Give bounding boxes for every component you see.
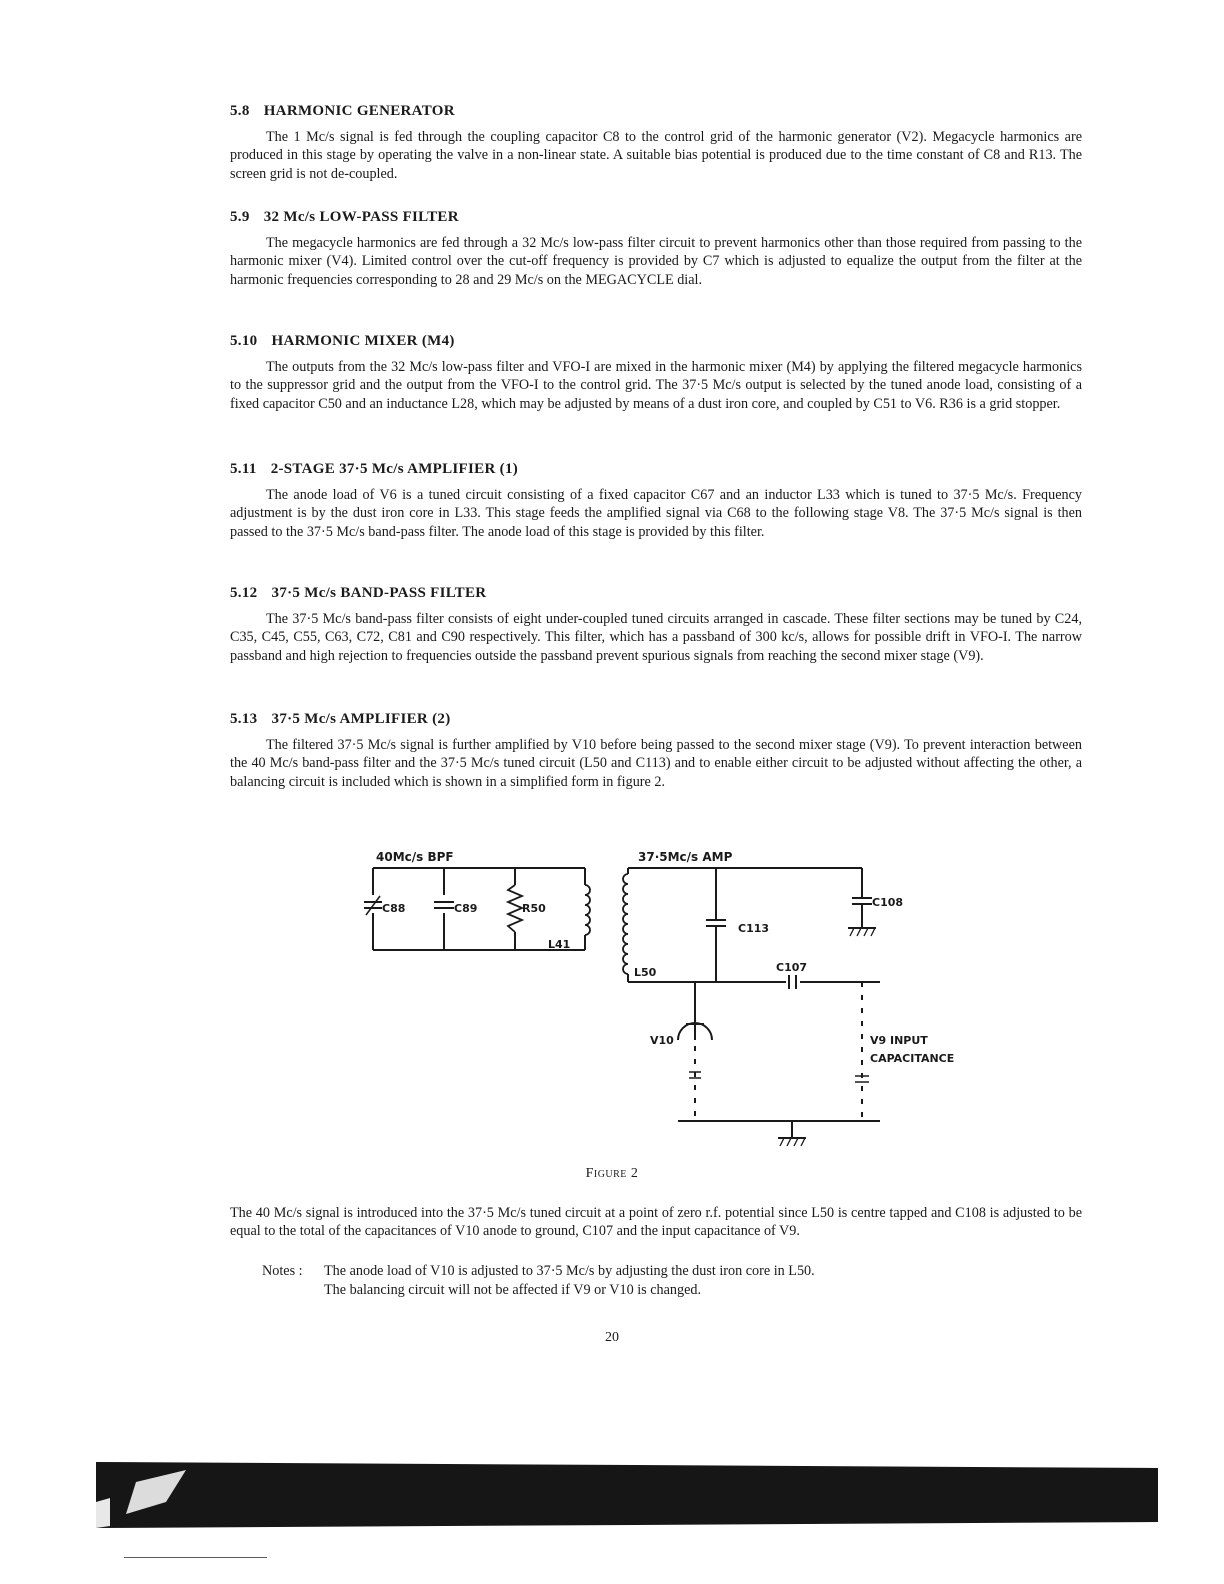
section-title: HARMONIC MIXER (M4) — [271, 333, 455, 349]
v10-valve — [650, 982, 712, 1120]
section-heading — [230, 711, 1082, 728]
section-band-pass-filter — [230, 585, 1082, 665]
section-number: 5.10 — [230, 333, 258, 349]
l50-inductor — [623, 868, 657, 982]
section-heading — [230, 585, 1082, 602]
section-harmonic-mixer — [230, 333, 1082, 413]
section-low-pass-filter — [230, 209, 1082, 289]
section-paragraph: The filtered 37·5 Mc/s signal is further amplified by V10 before being passed to the second mixer stage (V9). To prevent interaction between the 40 Mc/s band-pass filter and the 37·5 Mc/s tuned circuit (L50 and C113) and to enable either circuit to be adjusted without affecting the other, a balancing circuit is included which is shown in a simplified form in figure 2. — [230, 737, 1082, 790]
section-heading — [230, 461, 1082, 478]
label-c113: C113 — [738, 922, 770, 935]
section-number: 5.8 — [230, 103, 250, 119]
section-title: 37·5 Mc/s AMPLIFIER (2) — [271, 711, 451, 727]
section-amplifier-1 — [230, 461, 1082, 541]
section-title: 32 Mc/s LOW-PASS FILTER — [263, 209, 459, 225]
section-heading — [230, 103, 1082, 120]
label-c89: C89 — [454, 902, 478, 915]
section-title: 37·5 Mc/s BAND-PASS FILTER — [271, 585, 487, 601]
label-bpf: 40Mc/s BPF — [376, 850, 454, 864]
section-heading — [230, 333, 1082, 350]
section-number: 5.12 — [230, 585, 258, 601]
label-c108: C108 — [872, 896, 904, 909]
label-v10: V10 — [650, 1034, 674, 1047]
note-line-1: The anode load of V10 is adjusted to 37·5 Mc/s by adjusting the dust iron core in L50. — [324, 1263, 815, 1279]
figure-caption: Figure 2 — [585, 1166, 639, 1181]
c88-capacitor — [364, 895, 405, 915]
label-r50: R50 — [522, 902, 546, 915]
section-harmonic-generator — [230, 103, 1082, 183]
section-heading — [230, 209, 1082, 226]
l41-inductor — [548, 885, 590, 951]
blue-underline-mark — [124, 1557, 267, 1558]
label-c107: C107 — [776, 961, 808, 974]
label-c88: C88 — [382, 902, 406, 915]
section-paragraph: The outputs from the 32 Mc/s low-pass filter and VFO-I are mixed in the harmonic mixer (M4) by applying the filtered megacycle harmonics to the suppressor grid and the output from the VFO-I to the control grid. The 37·5 Mc/s output is selected by the tuned anode load, consisting of a fixed capacitor C50 and an inductance L28, which may be adjusted by means of a dust iron core, and coupled by C51 to V6. R36 is a grid stopper. — [230, 359, 1082, 412]
figure-explanation — [230, 1204, 1082, 1241]
section-paragraph: The megacycle harmonics are fed through a 32 Mc/s low-pass filter circuit to prevent harmonics other than those required from passing to the harmonic mixer (V4). Limited control over the cut-off frequency is provided by C7 which is adjusted to equalize the output from the filter at the harmonic frequencies corresponding to 28 and 29 Mc/s on the MEGACYCLE dial. — [230, 235, 1082, 288]
r50-resistor — [508, 885, 546, 932]
notes-label: Notes : — [262, 1263, 303, 1279]
c107-capacitor — [776, 961, 807, 990]
label-v9-input: V9 INPUT — [870, 1034, 928, 1047]
section-number: 5.13 — [230, 711, 258, 727]
section-paragraph: The 37·5 Mc/s band-pass filter consists of eight under-coupled tuned circuits arranged in cascade. These filter sections may be tuned by C24, C35, C45, C55, C63, C72, C81 and C90 respectively. This filter, which has a passband of 300 kc/s, allows for possible drift in VFO-I. The narrow passband and high rejection to frequencies outside the passband prevent spurious signals from reaching the second mixer stage (V9). — [230, 611, 1082, 664]
c113-capacitor — [706, 868, 769, 982]
v9-input-capacitance — [855, 982, 954, 1120]
label-l41: L41 — [548, 938, 571, 951]
c108-capacitor — [848, 868, 903, 936]
page-number: 20 — [605, 1330, 619, 1345]
label-amp: 37·5Mc/s AMP — [638, 850, 733, 864]
section-number: 5.11 — [230, 461, 257, 477]
label-l50: L50 — [634, 966, 657, 979]
section-paragraph: The 1 Mc/s signal is fed through the coupling capacitor C8 to the control grid of the harmonic generator (V2). Megacycle harmonics are produced in this stage by operating the valve in a non-linear state. A suitable bias potential is produced due to the time constant of C8 and R13. The screen grid is not de-coupled. — [230, 129, 1082, 182]
section-title: 2-STAGE 37·5 Mc/s AMPLIFIER (1) — [270, 461, 519, 477]
notes — [262, 1262, 982, 1300]
explanation-paragraph: The 40 Mc/s signal is introduced into the 37·5 Mc/s tuned circuit at a point of zero r.f. potential since L50 is centre tapped and C108 is adjusted to be equal to the total of the capacitances of V10 anode to ground, C107 and the input capacitance of V9. — [230, 1205, 1082, 1240]
figure-2-schematic — [340, 840, 955, 1160]
note-line-2: The balancing circuit will not be affected if V9 or V10 is changed. — [324, 1282, 702, 1298]
ground-rail — [678, 1121, 880, 1146]
section-paragraph: The anode load of V6 is a tuned circuit consisting of a fixed capacitor C67 and an inductor L33 which is tuned to 37·5 Mc/s. Frequency adjustment is by the dust iron core in L33. This stage feeds the amplified signal via C68 to the following stage V8. The 37·5 Mc/s signal is then passed to the 37·5 Mc/s band-pass filter. The anode load of this stage is provided by this filter. — [230, 487, 1082, 540]
section-amplifier-2 — [230, 711, 1082, 791]
scan-edge-shadow — [96, 1462, 1158, 1528]
c89-capacitor — [434, 895, 477, 915]
section-title: HARMONIC GENERATOR — [263, 103, 455, 119]
label-v9-capacitance: CAPACITANCE — [870, 1052, 955, 1065]
section-number: 5.9 — [230, 209, 250, 225]
